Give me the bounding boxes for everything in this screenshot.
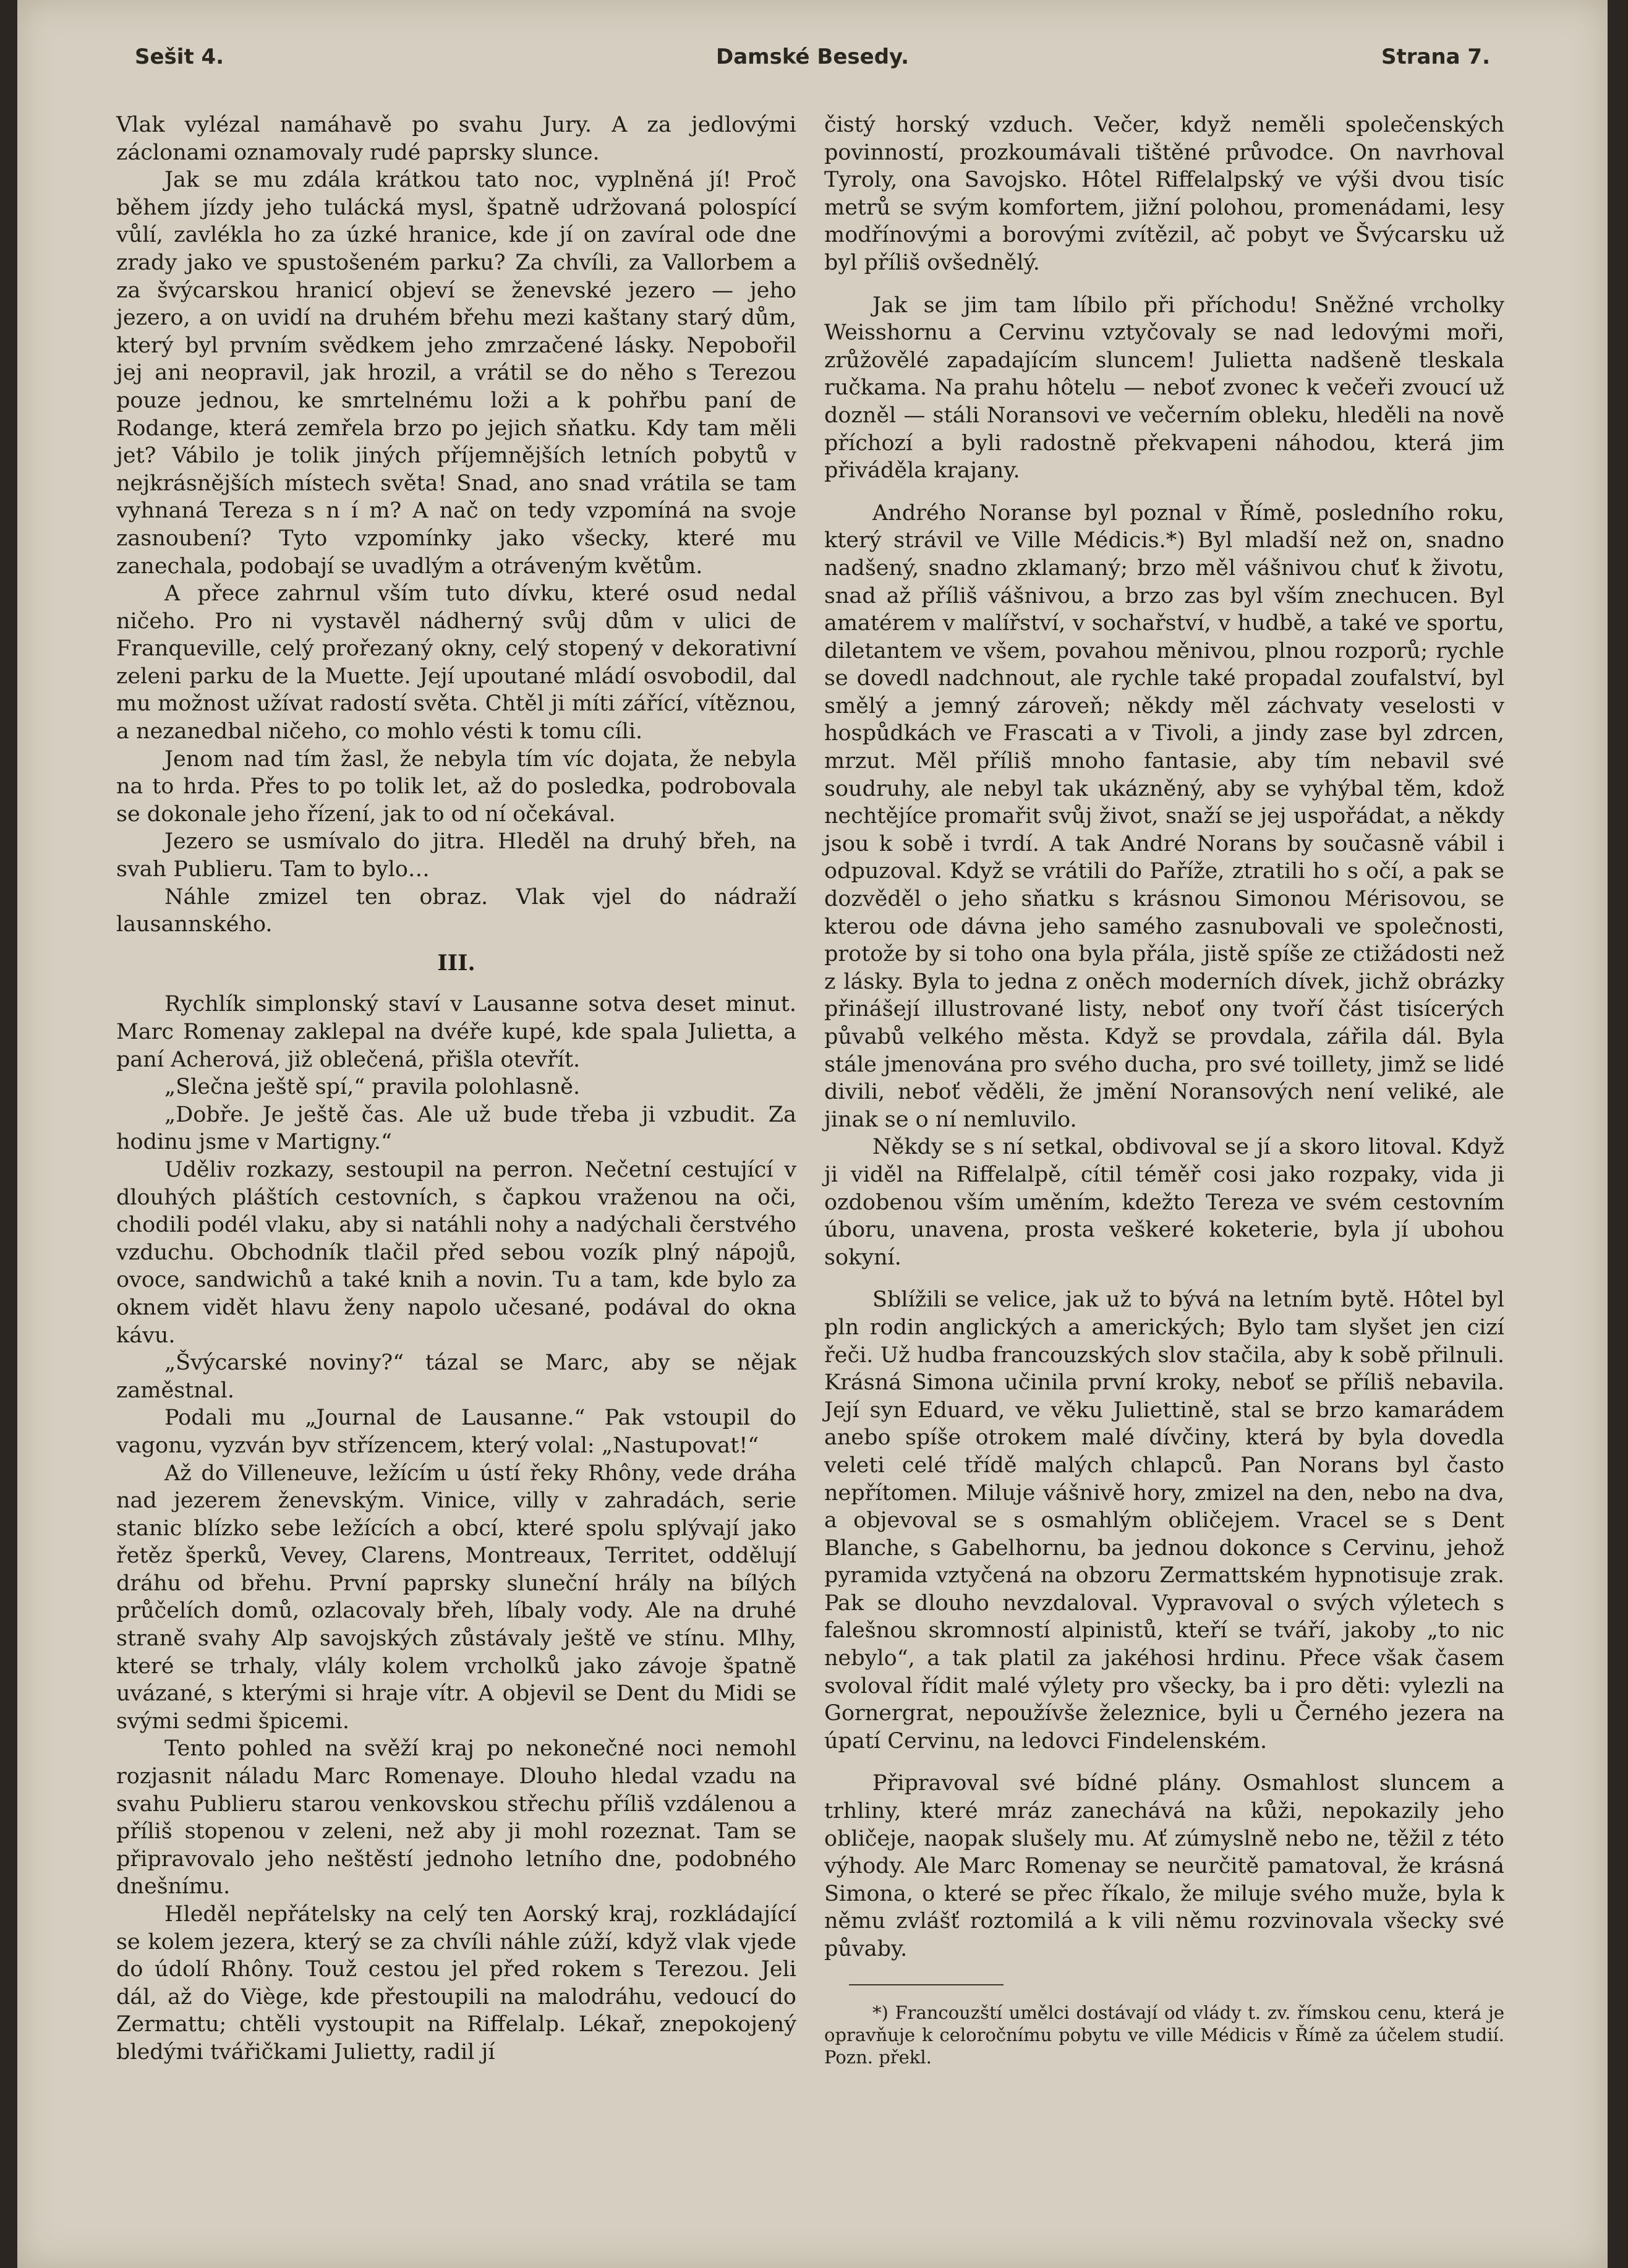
paragraph: „Dobře. Je ještě čas. Ale už bude třeba ji vzbudit. Za hodinu jsme v Martigny.“	[116, 1102, 796, 1155]
paragraph: A přece zahrnul vším tuto dívku, které osud nedal ničeho. Pro ni vystavěl nádherný svůj dům v ulici de Franqueville, celý prořezaný okny, celý stopený v dekorativní zeleni parku de la Muette. Její upoutané mládí osvobodil, dal mu možnost užívat radostí světa. Chtěl ji míti zářící, vítěznou, a nezanedbal ničeho, co mohlo vésti k tomu cíli.	[116, 581, 796, 744]
left-column	[116, 111, 796, 2066]
paragraph: Vlak vylézal namáhavě po svahu Jury. A za jedlovými záclonami oznamovaly rudé paprsky slunce.	[116, 113, 796, 165]
footnote: *) Francouzští umělci dostávají od vlády t. zv. římskou cenu, která je opravňuje k celoročnímu pobytu ve ville Médicis v Římě za účelem studií. Pozn. překl.	[824, 2002, 1504, 2068]
right-column	[824, 111, 1504, 2068]
paragraph: Jenom nad tím žasl, že nebyla tím víc dojata, že nebyla na to hrda. Přes to po tolik let, až do posledka, podrobovala se dokonale jeho řízení, jak to od ní očekával.	[116, 746, 796, 827]
section-heading: III.	[437, 950, 475, 976]
paragraph: Někdy se s ní setkal, obdivoval se jí a skoro litoval. Když ji viděl na Riffelalpě, cítil téměř cosi jako rozpaky, vida ji ozdobenou vším uměním, kdežto Tereza ve svém cestovním úboru, unavena, prosta veškeré koketerie, byla jí ubohou sokyní.	[824, 1135, 1504, 1270]
paragraph: Andrého Noranse byl poznal v Římě, posledního roku, který strávil ve Ville Médicis.*) Byl mladší než on, snadno nadšený, snadno zklamaný; brzo měl vášnivou chuť k životu, snad až příliš vášnivou, a brzo zas byl vším znechucen. Byl amatérem v malířství, v sochařství, v hudbě, a také ve sportu, diletantem ve všem, povahou měnivou, plnou rozporů; rychle se dovedl nadchnout, ale rychle také propadal zoufalství, byl smělý a jemný zároveň; někdy měl záchvaty veselosti v hospůdkách ve Frascati a v Tivoli, a jindy zase byl zdrcen, mrzut. Měl příliš mnoho fantasie, aby tím nebavil své soudruhy, ale nebyl tak ukázněný, aby se vyhýbal těm, kdož nechtějíce promařit svůj život, snaží se jej uspořádat, a někdy jsou k sobě i tvrdí. A tak André Norans by současně vábil i odpuzoval. Když se vrátili do Paříže, ztratili ho s očí, a pak se dozvěděl o jeho sňatku s krásnou Simonou Mérisovou, se kterou ode dávna jeho samého zasnubovali ve společnosti, protože by si toho ona byla přála, jistě spíše ze ctižádosti než z lásky. Byla to jedna z oněch moderních dívek, jichž obrázky přinášejí illustrované listy, neboť ony tvoří část tisícerých půvabů velkého města. Když se provdala, zářila dál. Byla stále jmenována pro svého ducha, pro své toillety, jimž se lidé divili, neboť věděli, že jmění Noransových není veliké, ale jinak se o ní nemluvilo.	[824, 500, 1504, 1132]
paragraph: Podali mu „Journal de Lausanne.“ Pak vstoupil do vagonu, vyzván byv střízencem, který volal: „Nastupovat!“	[116, 1405, 796, 1458]
paragraph: „Švýcarské noviny?“ tázal se Marc, aby se nějak zaměstnal.	[116, 1350, 796, 1403]
paragraph: Připravoval své bídné plány. Osmahlost sluncem a trhliny, které mráz zanechává na kůži, nepokazily jeho obličeje, naopak slušely mu. Ať zúmyslně nebo ne, těžil z této výhody. Ale Marc Romenay se neurčitě pamatoval, že krásná Simona, o které se přec říkalo, že miluje svého muže, byla k němu zvlášť roztomilá a k vili němu rozvinovala všecky své půvaby.	[824, 1771, 1504, 1961]
magazine-title: Damské Besedy.	[716, 45, 909, 69]
page-header	[135, 45, 1490, 82]
paragraph: Jak se jim tam líbilo při příchodu! Sněžné vrcholky Weisshornu a Cervinu vztyčovaly se nad ledovými moři, zrůžovělé zapadajícím sluncem! Julietta nadšeně tleskala ručkama. Na prahu hôtelu — neboť zvonec k večeři zvoucí už dozněl — stáli Noransovi ve večerním obleku, hleděli na nově příchozí a byli radostně překvapeni náhodou, která jim přiváděla krajany.	[824, 292, 1504, 484]
issue-number: Sešit 4.	[135, 45, 224, 69]
paragraph: Hleděl nepřátelsky na celý ten Aorský kraj, rozkládající se kolem jezera, který se za chvíli náhle zúží, když vlak vjede do údolí Rhôny. Touž cestou jel před rokem s Terezou. Jeli dál, až do Viège, kde přestoupili na malodráhu, vedoucí do Zermattu; chtěli vystoupit na Riffelalp. Lékař, znepokojený bledými tvářičkami Julietty, radil jí	[116, 1902, 796, 2065]
paragraph: Tento pohled na svěží kraj po nekonečné noci nemohl rozjasnit náladu Marc Romenaye. Dlouho hledal vzadu na svahu Publieru starou venkovskou střechu příliš vzdálenou a příliš stopenou v zeleni, než aby ji mohl rozeznat. Tam se připravovalo jeho neštěstí jednoho letního dne, podobného dnešnímu.	[116, 1736, 796, 1899]
paragraph: Uděliv rozkazy, sestoupil na perron. Nečetní cestující v dlouhých pláštích cestovních, s čapkou vraženou na oči, chodili podél vlaku, aby si natáhli nohy a nadýchali čerstvého vzduchu. Obchodník tlačil před sebou vozík plný nápojů, ovoce, sandwichů a také knih a novin. Tu a tam, kde bylo za oknem vidět hlavu ženy napolo učesané, podával do okna kávu.	[116, 1157, 796, 1348]
paragraph: Jezero se usmívalo do jitra. Hleděl na druhý břeh, na svah Publieru. Tam to bylo…	[116, 829, 796, 882]
page	[17, 0, 1608, 2268]
paragraph: čistý horský vzduch. Večer, když neměli společenských povinností, prozkoumávali tištěné průvodce. On navrhoval Tyroly, ona Savojsko. Hôtel Riffelalpský ve výši dvou tisíc metrů se svým komfortem, jižní polohou, promenádami, lesy modřínovými a borovými zvítězil, ač pobyt ve Švýcarsku už byl příliš ovšednělý.	[824, 113, 1504, 275]
footnote-divider	[849, 1984, 1004, 1985]
paragraph: Náhle zmizel ten obraz. Vlak vjel do nádraží lausannského.	[116, 884, 796, 937]
paragraph: Až do Villeneuve, ležícím u ústí řeky Rhôny, vede dráha nad jezerem ženevským. Vinice, villy v zahradách, serie stanic blízko sebe ležících a obcí, které spolu splývají jako řetěz šperků, Vevey, Clarens, Montreaux, Territet, oddělují dráhu od břehu. První paprsky sluneční hrály na bílých průčelích domů, ozlacovaly břeh, líbaly vody. Ale na druhé straně svahy Alp savojských zůstávaly ještě ve stínu. Mlhy, které se trhaly, vlály kolem vrcholků jako závoje špatně uvázané, s kterými si hraje vítr. A objevil se Dent du Midi se svými sedmi špicemi.	[116, 1460, 796, 1734]
paragraph: Rychlík simplonský staví v Lausanne sotva deset minut. Marc Romenay zaklepal na dvéře kupé, kde spala Julietta, a paní Acherová, již oblečená, přišla otevřít.	[116, 992, 796, 1072]
paragraph: „Slečna ještě spí,“ pravila polohlasně.	[164, 1075, 581, 1100]
paragraph: Sblížili se velice, jak už to bývá na letním bytě. Hôtel byl pln rodin anglických a amerických; Bylo tam slyšet jen cizí řeči. Už hudba francouzských slov stačila, aby k sobě přilnuli. Krásná Simona učinila první kroky, neboť se příliš nebavila. Její syn Eduard, ve věku Juliettině, stal se brzo kamarádem anebo spíše otrokem malé dívčiny, která by byla dovedla veleti celé třídě malých chlapců. Pan Norans byl často nepřítomen. Miluje vášnivě hory, zmizel na den, nebo na dva, a objevoval se s osmahlým obličejem. Vracel se s Dent Blanche, s Gabelhornu, ba jednou dokonce s Cervinu, jehož pyramida vztyčená na obzoru Zermattském hypnotisuje zrak. Pak se dlouho nevzdaloval. Vypravoval o svých výletech s falešnou skromností alpinistů, kteří se tváří, jakoby „to nic nebylo“, a tak platil za jakéhosi hrdinu. Přece však časem svoloval řídit malé výlety pro všecky, ba i pro děti: vylezli na Gornergrat, nepoužívše železnice, byli u Černého jezera na úpatí Cervinu, na ledovci Findelenském.	[824, 1287, 1504, 1754]
paragraph: Jak se mu zdála krátkou tato noc, vyplněná jí! Proč během jízdy jeho tulácká mysl, špatně udržovaná polospící vůlí, zavlékla ho za úzké hranice, kde jí on zavíral ode dne zrady jako ve spustošeném parku? Za chvíli, za Vallorbem a za švýcarskou hranicí objeví se ženevské jezero — jeho jezero, a on uvidí na druhém břehu mezi kaštany starý dům, který byl prvním svědkem jeho zmrzačené lásky. Nepobořil jej ani neopravil, jak hrozil, a vrátil se do něho s Terezou pouze jednou, ke smrtelnému loži a k pohřbu paní de Rodange, která zemřela brzo po jejich sňatku. Kdy tam měli jet? Vábilo je tolik jiných příjemnějších letních pobytů v nejkrásnějších místech světa! Snad, ano snad vrátila se tam vyhnaná Tereza s n í m? A nač on tedy vzpomíná na svoje zasnoubení? Tyto vzpomínky jako všecky, které mu zanechala, podobají se uvadlým a otráveným květům.	[116, 168, 796, 579]
page-number: Strana 7.	[1381, 45, 1490, 69]
